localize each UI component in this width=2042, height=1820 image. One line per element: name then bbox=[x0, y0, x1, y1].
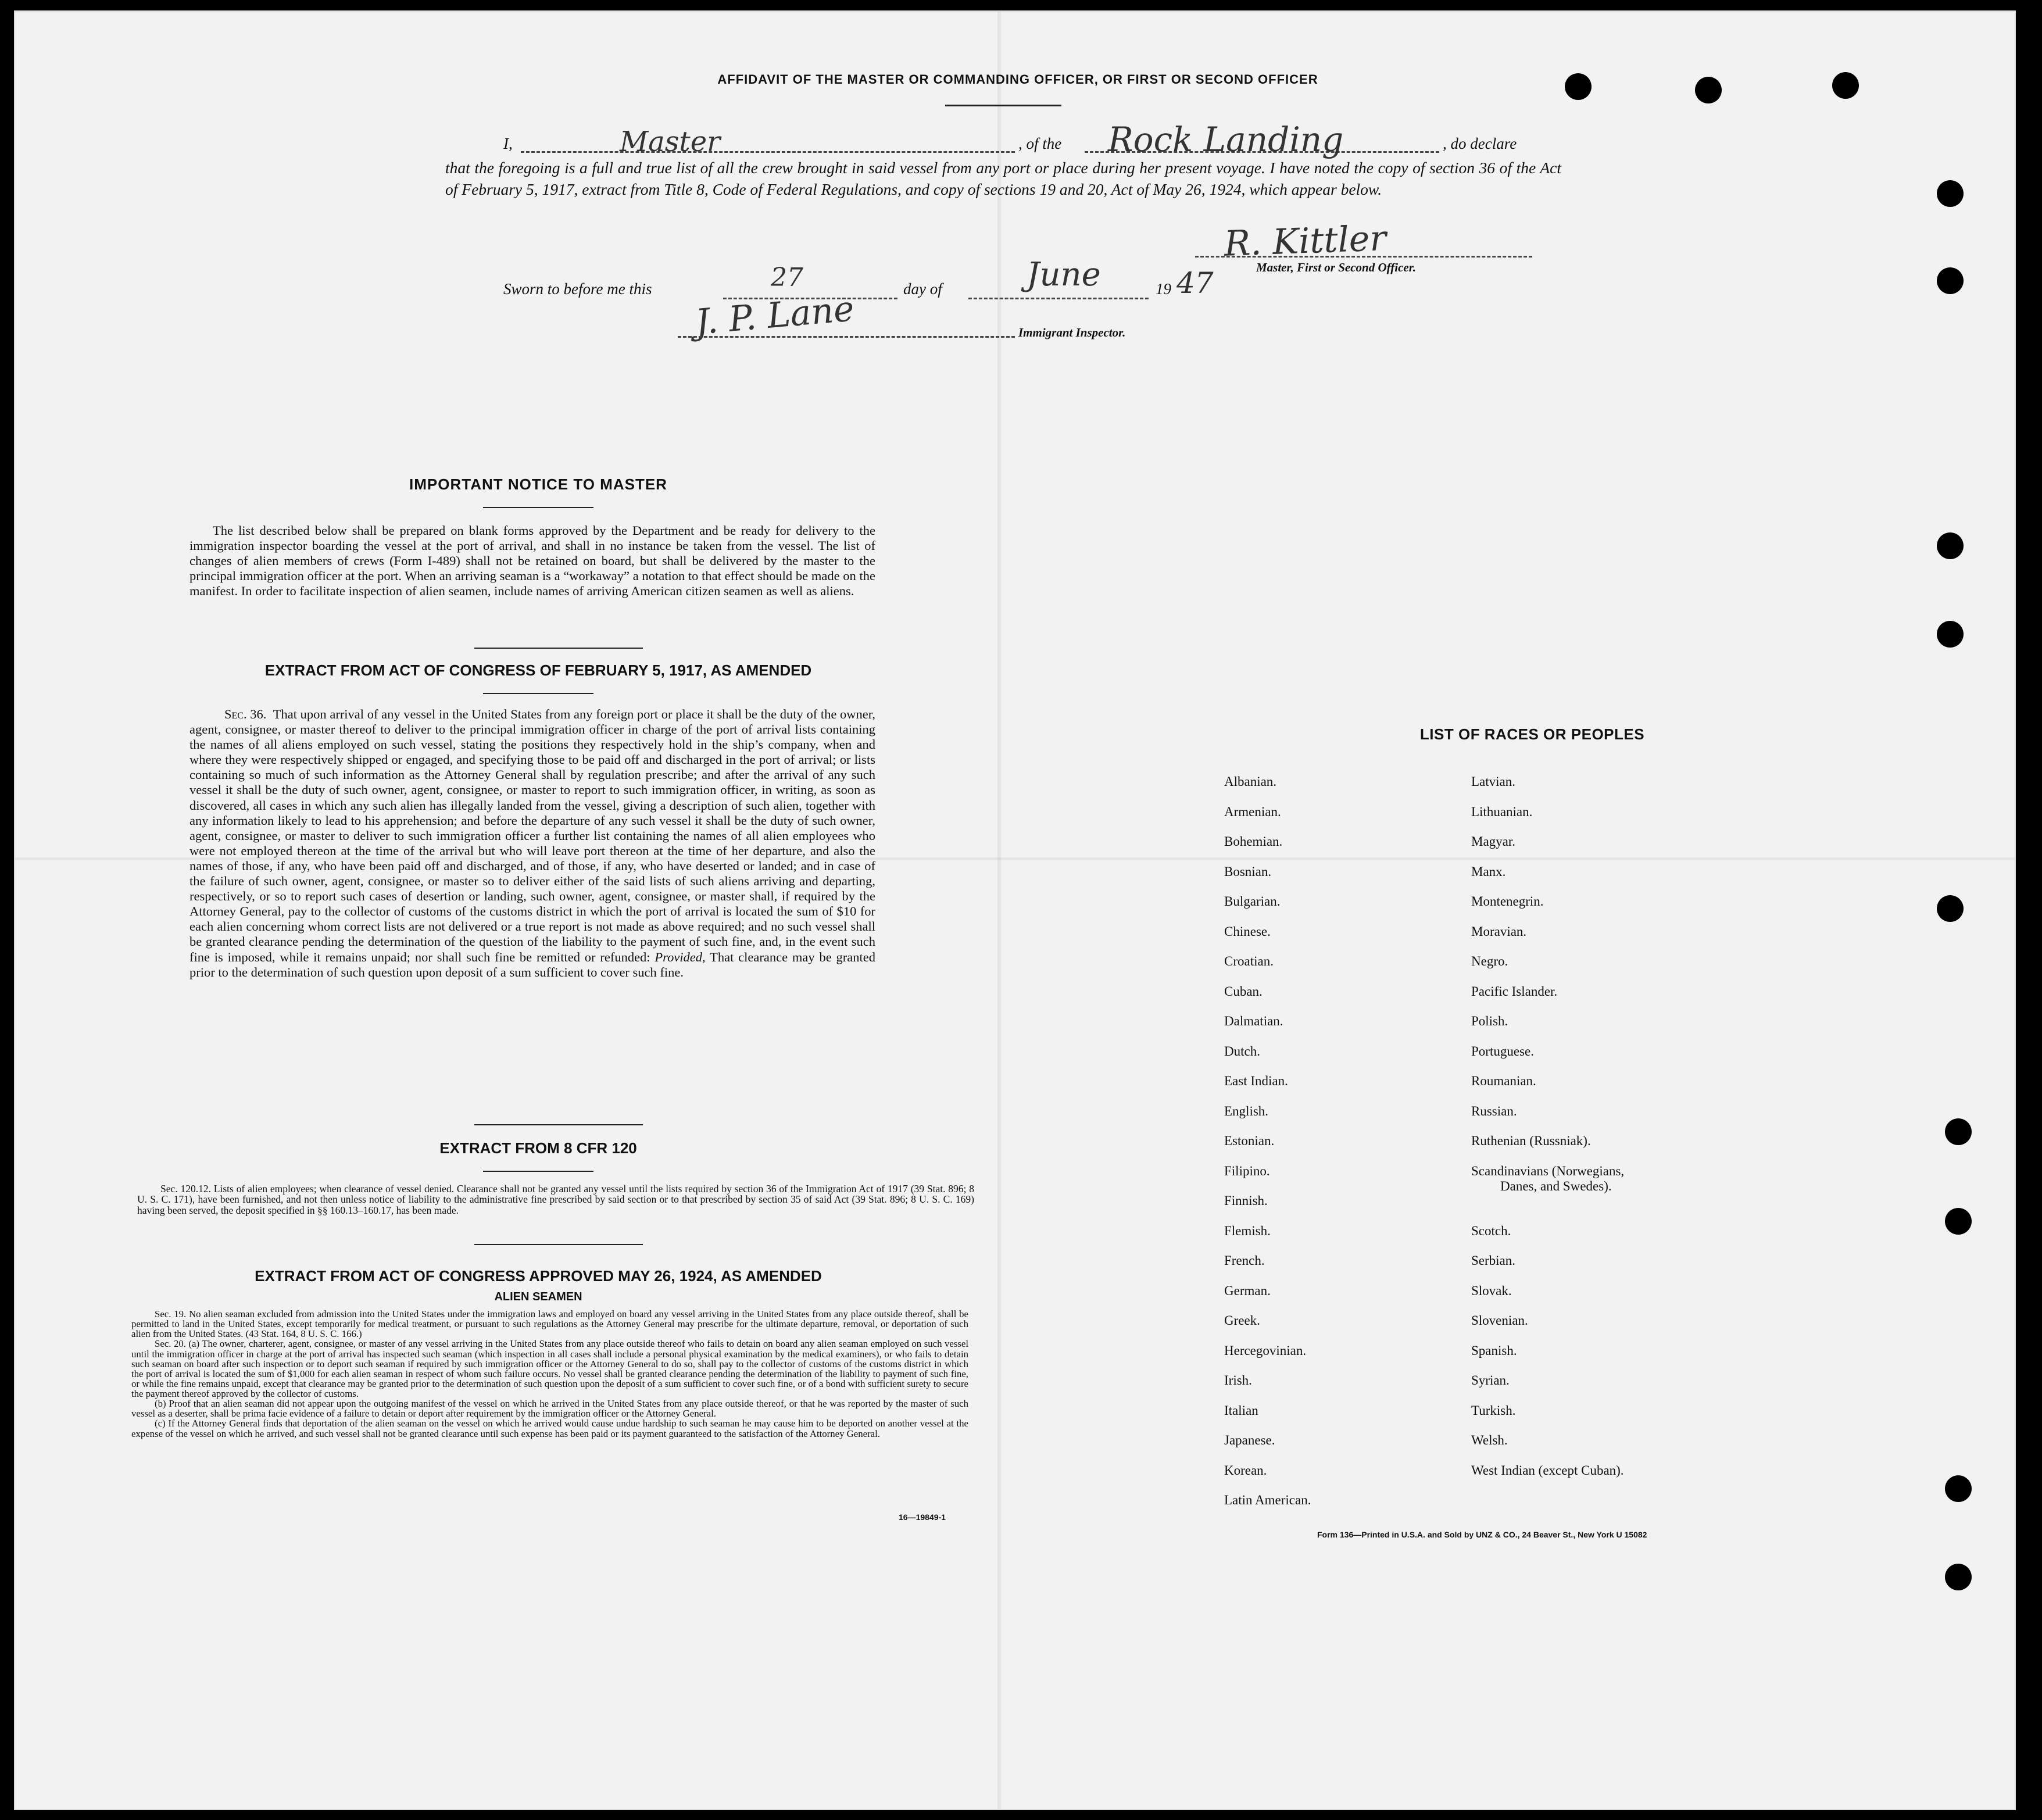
signature-blank bbox=[1195, 256, 1532, 258]
proviso-text: That clearance may be granted prior to the determination of such question upon deposit of a sum sufficient to cover such fine. bbox=[189, 949, 876, 979]
punch-hole bbox=[1937, 532, 1964, 559]
race-item: French. bbox=[1224, 1253, 1265, 1268]
races-left-column bbox=[1224, 774, 1445, 1523]
proviso-label: Provided, bbox=[655, 949, 706, 964]
affidavit-body: that the foregoing is a full and true list of all the crew brought in said vessel from any port or place during her present voyage. I have noted the copy of section 36 of the Act of February 5, 1917, extract from Title 8, Code of Federal Regulations, and copy of sections 19 and 20, Act of May 26, 1924, which appear below. bbox=[445, 159, 1561, 198]
month-blank bbox=[968, 298, 1149, 299]
sec-20a-text: Sec. 20. (a) The owner, charterer, agent, consignee, or master of any vessel arriving in the United States from any place outside thereof who fails to detain on board any alien seaman employed on such vessel until the immigration officer in charge at the port of arrival has inspected such seaman (which inspection in all cases shall include a personal physical examination by the medical examiners), or who fails to detain such seaman on board after such inspection or to deport such seaman if required by such immigration officer or the Attorney General to do so, shall pay to the collector of customs of the customs district in which the port of arrival is located the sum of $1,000 for each alien seaman in respect of whom such failure occurs. No vessel shall be granted clearance pending the determination of the liability to payment of such fine, or while the fine remains unpaid, except that clearance may be granted prior to the determination of such question upon the deposit of a sum sufficient to cover such fine, or of a bond with sufficient surety to secure the payment thereof approved by the collector of customs. bbox=[131, 1338, 968, 1399]
race-item: Chinese. bbox=[1224, 924, 1271, 939]
punch-hole bbox=[1695, 77, 1722, 103]
signature-caption: Master, First or Second Officer. bbox=[1256, 260, 1416, 274]
master-blank bbox=[521, 151, 1015, 153]
year-handwriting: 47 bbox=[1176, 266, 1214, 300]
race-item: Bosnian. bbox=[1224, 864, 1272, 879]
inspector-blank bbox=[678, 336, 1015, 338]
race-item: Irish. bbox=[1224, 1373, 1252, 1388]
race-item: Russian. bbox=[1471, 1103, 1517, 1118]
race-item: Cuban. bbox=[1224, 984, 1263, 999]
printer-note: Form 136—Printed in U.S.A. and Sold by UNZ & CO., 24 Beaver St., New York U 15082 bbox=[1317, 1530, 1647, 1539]
document-page bbox=[14, 10, 2016, 1810]
of-the-label: , of the bbox=[1018, 135, 1062, 152]
race-item: Magyar. bbox=[1471, 834, 1516, 849]
race-item: Albanian. bbox=[1224, 774, 1277, 789]
extract-1924-title: EXTRACT FROM ACT OF CONGRESS APPROVED MAY 26, 1924, AS AMENDED bbox=[255, 1267, 822, 1285]
notice-divider bbox=[474, 648, 643, 649]
extract-1924-text bbox=[131, 1309, 968, 1439]
race-item: Syrian. bbox=[1471, 1373, 1510, 1388]
race-item: Armenian. bbox=[1224, 804, 1281, 819]
race-item: Spanish. bbox=[1471, 1343, 1517, 1358]
extract-1924-subtitle: ALIEN SEAMEN bbox=[494, 1290, 582, 1303]
extract-1917-text bbox=[189, 707, 875, 980]
extract-1917-underline bbox=[483, 693, 593, 694]
punch-hole bbox=[1832, 72, 1859, 99]
punch-hole bbox=[1937, 267, 1964, 294]
inspector-caption: Immigrant Inspector. bbox=[1018, 326, 1126, 339]
day-handwriting: 27 bbox=[771, 263, 803, 292]
race-item: Montenegrin. bbox=[1471, 894, 1544, 909]
race-item: Ruthenian (Russniak). bbox=[1471, 1134, 1591, 1148]
sec-20b-text: (b) Proof that an alien seaman did not appear upon the outgoing manifest of the vessel on which he arrived in the United States from any place outside thereof, or that he was reported by the master of such vessel as a deserter, shall be prima facie evidence of a failure to detain or deport after requirement by the immigration officer or the Attorney General. bbox=[131, 1398, 968, 1419]
sec-20c-text: (c) If the Attorney General finds that deportation of the alien seaman on the vessel on which he arrived would cause undue hardship to such seaman he may cause him to be deported on another vessel at the expense of the vessel on which he arrived, and such vessel shall not be granted clearance until such expense has been paid or its payment guaranteed to the satisfaction of the Attorney General. bbox=[131, 1418, 968, 1439]
race-item: Hercegovinian. bbox=[1224, 1343, 1307, 1358]
punch-hole bbox=[1565, 73, 1592, 100]
race-item: Polish. bbox=[1471, 1014, 1508, 1028]
cfr-text: Sec. 120.12. Lists of alien employees; when clearance of vessel denied. Clearance shall not be granted any vessel until the lists required by section 36 of the Immigration Act of 1917 (39 Stat. 896; 8 U. S. C. 171), have been furnished, and not then unless notice of liability to the administrative fine prescribed by said section or to that prescribed by section 35 of said Act (39 Stat. 896; 8 U. S. C. 169) having been served, the deposit specified in §§ 160.13–160.17, has been made. bbox=[137, 1183, 974, 1216]
punch-hole bbox=[1937, 180, 1964, 207]
cfr-divider bbox=[474, 1244, 643, 1245]
vessel-handwriting: Rock Landing bbox=[1108, 120, 1344, 159]
race-item: Estonian. bbox=[1224, 1134, 1275, 1148]
sworn-label: Sworn to before me this bbox=[503, 280, 652, 298]
race-item: Flemish. bbox=[1224, 1223, 1271, 1238]
extract-1917-divider bbox=[474, 1124, 643, 1125]
race-item: Danes, and Swedes). bbox=[1500, 1178, 1612, 1193]
race-item: Japanese. bbox=[1224, 1433, 1275, 1447]
race-item: German. bbox=[1224, 1283, 1271, 1298]
race-item: Greek. bbox=[1224, 1313, 1260, 1328]
race-item: Italian bbox=[1224, 1403, 1258, 1418]
race-item: Latin American. bbox=[1224, 1493, 1311, 1507]
race-item: Pacific Islander. bbox=[1471, 984, 1558, 999]
race-item: Bulgarian. bbox=[1224, 894, 1281, 909]
inspector-signature: J. P. Lane bbox=[693, 288, 856, 343]
form-code: 16—19849-1 bbox=[899, 1513, 946, 1522]
year-prefix: 19 bbox=[1156, 280, 1171, 298]
sec-36-label: Sec. 36. bbox=[224, 707, 267, 721]
punch-hole bbox=[1945, 1208, 1972, 1235]
race-item: East Indian. bbox=[1224, 1074, 1288, 1088]
race-item: Welsh. bbox=[1471, 1433, 1508, 1447]
punch-hole bbox=[1937, 621, 1964, 648]
master-handwriting: Master bbox=[620, 126, 721, 158]
race-item: Portuguese. bbox=[1471, 1043, 1534, 1059]
cfr-underline bbox=[483, 1171, 593, 1172]
punch-hole bbox=[1945, 1475, 1972, 1502]
extract-1917-title: EXTRACT FROM ACT OF CONGRESS OF FEBRUARY 5, 1917, AS AMENDED bbox=[264, 662, 812, 679]
race-item: Dutch. bbox=[1224, 1043, 1260, 1059]
notice-text: The list described below shall be prepared on blank forms approved by the Department and be ready for delivery to the immigration inspector boarding the vessel at the port of arrival, and shall in no instance be taken from the vessel. The list of changes of alien members of crews (Form I-489) shall not be retained on board, but shall be delivered by the master to the principal immigration officer at the port. When an arriving seaman is a “workaway” a notation to that effect should be made on the manifest. In order to facilitate inspection of alien seamen, include names of arriving American citizen seamen as well as aliens. bbox=[189, 523, 875, 599]
race-item: Bohemian. bbox=[1224, 834, 1283, 849]
notice-title: IMPORTANT NOTICE TO MASTER bbox=[409, 475, 667, 493]
notice-underline bbox=[483, 507, 593, 508]
races-title: LIST OF RACES OR PEOPLES bbox=[1419, 725, 1645, 743]
race-item: Korean. bbox=[1224, 1463, 1267, 1478]
race-item: Moravian. bbox=[1471, 924, 1527, 939]
punch-hole bbox=[1945, 1564, 1972, 1590]
race-item: Slovenian. bbox=[1471, 1313, 1528, 1328]
race-item: English. bbox=[1224, 1103, 1269, 1118]
fold-line bbox=[997, 12, 1001, 1809]
declare-label: , do declare bbox=[1443, 135, 1517, 152]
race-item: Filipino. bbox=[1224, 1163, 1270, 1178]
race-item: Negro. bbox=[1471, 954, 1508, 968]
race-item: Croatian. bbox=[1224, 954, 1274, 968]
title-underline bbox=[945, 105, 1061, 106]
i-label: I, bbox=[503, 135, 513, 152]
master-signature: R. Kittler bbox=[1223, 218, 1387, 264]
race-item: Turkish. bbox=[1471, 1403, 1516, 1418]
cfr-title: EXTRACT FROM 8 CFR 120 bbox=[439, 1139, 637, 1157]
sec-36-body: That upon arrival of any vessel in the United States from any foreign port or place it shall be the duty of the owner, agent, consignee, or master thereof to deliver to the principal immigration officer in charge of the port of arrival lists containing the names of all aliens employed on such vessel, stating the positions they respectively hold in the ship’s company, when and where they were respectively shipped or engaged, and specifying those to be paid off and discharged in the port of arrival; or lists containing so much of such information as the Attorney General shall by regulation prescribe; and after the arrival of any such vessel it shall be the duty of such owner, agent, consignee, or master to report to such immigration officer, in writing, as soon as discovered, all cases in which any such alien has illegally landed from the vessel, giving a description of such alien, together with any information likely to lead to his apprehension; and before the departure of any such vessel it shall be the duty of such owner, agent, consignee, or master to deliver to such immigration officer a further list containing the names of all alien employees who were not employed thereon at the time of the arrival but who will leave port thereon at the time of her departure, and also the names of those, if any, who have been paid off and discharged, and of those, if any, who have deserted or landed; and in case of the failure of such owner, agent, consignee, or master so to deliver either of the said lists of such aliens arriving and departing, respectively, or so to report such cases of desertion or landing, such owner, agent, consignee, or master shall, if required by the Attorney General, pay to the collector of customs of the customs district in which the port of arrival is located the sum of $10 for each alien concerning whom correct lists are not delivered or a true report is not made as above required; and no such vessel shall be granted clearance pending the determination of the question of the liability to the payment of such fine, and, in the event such fine is imposed, while it remains unpaid; nor shall such fine be remitted or refunded: bbox=[189, 707, 875, 964]
race-item: Roumanian. bbox=[1471, 1074, 1536, 1088]
race-item: Latvian. bbox=[1471, 774, 1515, 789]
affidavit-title: AFFIDAVIT OF THE MASTER OR COMMANDING OFFICER, OR FIRST OR SECOND OFFICER bbox=[717, 72, 1318, 87]
race-item: Dalmatian. bbox=[1224, 1014, 1283, 1028]
race-item: Slovak. bbox=[1471, 1283, 1512, 1298]
race-item: Finnish. bbox=[1224, 1193, 1268, 1208]
race-item: Scandinavians (Norwegians, bbox=[1471, 1163, 1625, 1178]
race-item: West Indian (except Cuban). bbox=[1471, 1463, 1624, 1478]
race-item: Manx. bbox=[1471, 864, 1506, 879]
sec-19-text: Sec. 19. No alien seaman excluded from admission into the United States under the immigration laws and employed on board any vessel arriving in the United States from any place outside thereof, shall be permitted to land in the United States, except temporarily for medical treatment, or pursuant to such regulations as the Attorney General may prescribe for the ultimate departure, removal, or deportation of such alien from the United States. (43 Stat. 164, 8 U. S. C. 166.) bbox=[131, 1308, 968, 1340]
day-of-label: day of bbox=[903, 280, 942, 298]
punch-hole bbox=[1945, 1118, 1972, 1145]
race-item: Serbian. bbox=[1471, 1253, 1516, 1268]
month-handwriting: June bbox=[1027, 256, 1101, 294]
race-item: Scotch. bbox=[1471, 1223, 1511, 1238]
races-right-column bbox=[1471, 774, 1773, 1493]
punch-hole bbox=[1937, 895, 1964, 922]
race-item: Lithuanian. bbox=[1471, 804, 1533, 819]
